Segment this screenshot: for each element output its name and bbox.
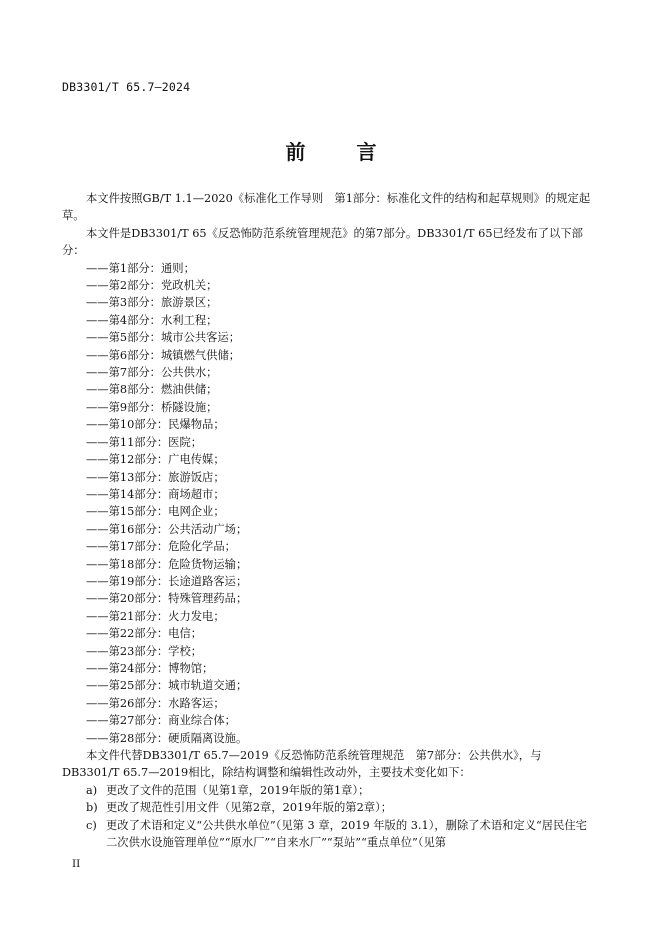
list-item: ——第22部分：电信； [86, 627, 203, 641]
list-item: ——第1部分：通则； [86, 261, 195, 275]
change-label: c) [86, 818, 97, 832]
page-title: 前 言 [285, 140, 399, 164]
change-label: a) [86, 783, 98, 797]
list-item: ——第24部分：博物馆； [86, 661, 214, 675]
change-label: b) [86, 801, 98, 815]
list-item: ——第5部分：城市公共客运； [86, 331, 241, 345]
list-item: ——第14部分：商场超市； [86, 487, 225, 501]
list-item: ——第26部分：水路客运； [86, 696, 225, 710]
list-item: ——第3部分：旅游景区； [86, 296, 218, 310]
list-item: ——第13部分：旅游饭店； [86, 470, 225, 484]
replace-paragraph: 本文件代替DB3301/T 65.7—2019《反恐怖防范系统管理规范 第7部分：公共供水》，与DB3301/T 65.7—2019相比，除结构调整和编辑性改动外，主要技术变化如下： [62, 749, 542, 780]
change-text: 更改了术语和定义“公共供水单位”（见第 3 章，2019 年版的 3.1），删除了术语和定义“居民住宅二次供水设施管理单位”“原水厂”“自来水厂”“泵站”“重点单位”（见第 [106, 818, 587, 850]
list-item: ——第11部分：医院； [86, 435, 203, 449]
list-item: ——第10部分：民爆物品； [86, 418, 225, 432]
parts-list [62, 260, 592, 747]
list-item: ——第6部分：城镇燃气供储； [86, 348, 241, 362]
changes-list [62, 782, 592, 852]
document-body [62, 190, 592, 851]
list-item: ——第9部分：桥隧设施； [86, 400, 218, 414]
list-item: ——第27部分：商业综合体； [86, 714, 236, 728]
change-item [62, 817, 592, 852]
list-item: ——第2部分：党政机关； [86, 279, 218, 293]
list-item: ——第12部分：广电传媒； [86, 453, 225, 467]
list-item: ——第7部分：公共供水； [86, 366, 218, 380]
list-item: ——第25部分：城市轨道交通； [86, 679, 248, 693]
list-item: ——第23部分：学校； [86, 644, 203, 658]
change-text: 更改了规范性引用文件（见第2章，2019年版的第2章）； [106, 801, 393, 815]
change-item [62, 782, 592, 799]
intro-paragraph: 本文件按照GB/T 1.1—2020《标准化工作导则 第1部分：标准化文件的结构和起草规则》的规定起草。 [62, 192, 591, 223]
intro-paragraph: 本文件是DB3301/T 65《反恐怖防范系统管理规范》的第7部分。DB3301/T 65已经发布了以下部分： [62, 226, 583, 258]
list-item: ——第4部分：水利工程； [86, 313, 218, 327]
change-item [62, 799, 592, 816]
list-item: ——第28部分：硬质隔离设施。 [86, 731, 248, 745]
change-text: 更改了文件的范围（见第1章，2019年版的第1章）； [106, 783, 370, 797]
list-item: ——第20部分：特殊管理药品； [86, 592, 248, 606]
list-item: ——第17部分：危险化学品； [86, 540, 236, 554]
page-number: II [72, 858, 81, 870]
list-item: ——第18部分：危险货物运输； [86, 557, 248, 571]
list-item: ——第21部分：火力发电； [86, 609, 225, 623]
list-item: ——第16部分：公共活动广场； [86, 522, 248, 536]
list-item: ——第8部分：燃油供储； [86, 383, 218, 397]
list-item: ——第15部分：电网企业； [86, 505, 225, 519]
document-code: DB3301/T 65.7—2024 [62, 80, 191, 94]
list-item: ——第19部分：长途道路客运； [86, 574, 248, 588]
